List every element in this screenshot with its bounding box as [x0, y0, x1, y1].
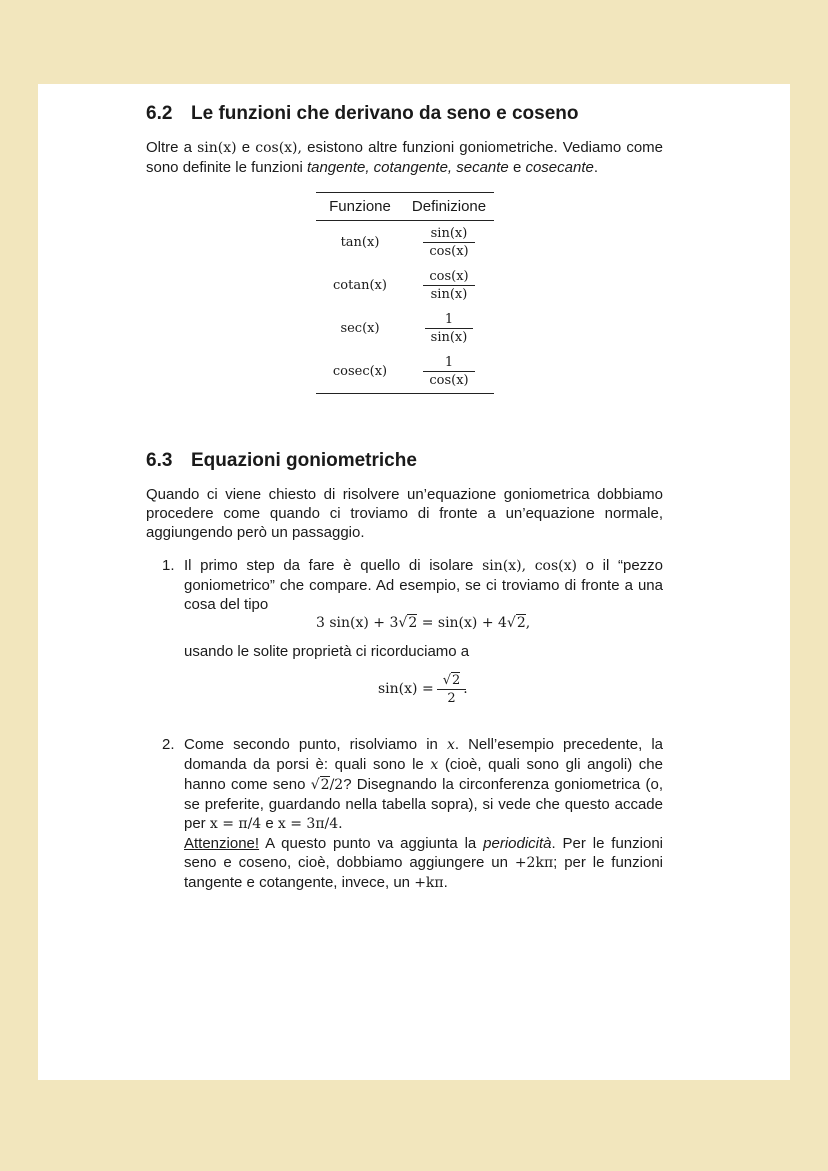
function-cell: tan(x) — [340, 235, 380, 250]
sqrt-radicand: 2 — [408, 615, 418, 631]
math-period: +2kπ — [514, 855, 554, 871]
section-6-2-intro — [146, 138, 663, 177]
section-number: 6.3 — [146, 450, 173, 471]
function-cell: cotan(x) — [333, 278, 387, 293]
math-cos: cos(x), — [255, 140, 302, 156]
table-row — [316, 264, 494, 307]
section-title: Equazioni goniometriche — [191, 450, 417, 471]
intro-emph: tangente, cotangente, secante — [306, 159, 509, 176]
math-sqrt2-over-2: √2/2 — [310, 777, 344, 793]
math-sin: sin(x) — [197, 140, 237, 156]
math-var: x — [430, 757, 439, 773]
section-6-3-intro: Quando ci viene chiesto di risolvere un’equazione goniometrica dobbiamo procedere come quando ci troviamo di fronte a un’equazione normale, aggiungendo però un passaggio. — [146, 486, 663, 541]
denominator: 2 — [437, 689, 467, 707]
step-text: ? Disegnando la circonferenza goniometrica (o, se preferite, guardando nella tabella sopra), si vede che questo accade per — [184, 776, 663, 832]
step-2-text — [184, 735, 663, 893]
step-text: Il primo step da fare è quello di isolare — [184, 557, 474, 574]
eq-fraction — [440, 672, 464, 707]
numerator: 1 — [444, 355, 454, 370]
denominator: sin(x) — [425, 328, 474, 346]
eq-part: = sin(x) + 4 — [417, 615, 507, 631]
section-title: Le funzioni che derivano da seno e coseno — [191, 103, 579, 124]
step-text: . Per le funzioni seno e coseno, cioè, dobbiamo aggiungere un — [184, 835, 663, 871]
math-period: +kπ — [414, 875, 444, 891]
sqrt-radicand: 2 — [516, 615, 526, 631]
sqrt-radicand: 2 — [451, 673, 461, 688]
functions-table — [316, 192, 494, 394]
intro-emph: cosecante — [525, 159, 594, 176]
numerator: cos(x) — [429, 269, 469, 284]
equation-2 — [378, 672, 468, 707]
step-1-text — [184, 556, 663, 614]
sqrt-radicand: 2 — [320, 777, 330, 793]
section-6-3-heading — [146, 449, 417, 473]
intro-text: e — [512, 159, 522, 176]
definition-fraction — [426, 225, 471, 260]
function-cell: cosec(x) — [332, 364, 388, 379]
section-number: 6.2 — [146, 103, 173, 124]
list-number: 1. — [162, 557, 175, 574]
function-cell: sec(x) — [340, 321, 380, 336]
intro-text: Oltre a — [146, 139, 192, 156]
table-row — [316, 307, 494, 350]
step-text: A questo punto va aggiunta la — [265, 835, 477, 852]
math-solution: x = 3π/4. — [277, 816, 343, 832]
eq-part: sin(x) = — [378, 681, 434, 697]
numerator: √2 — [442, 673, 461, 688]
step-text: o il “pezzo goniometrico” che compare. Ad esempio, se ci troviamo di fronte a una cosa del tipo — [184, 557, 664, 613]
step-text: . — [443, 874, 448, 891]
numerator: 1 — [444, 312, 454, 327]
attention-label: Attenzione! — [184, 835, 260, 852]
step-text: . Nell’esempio precedente, la domanda da porsi è: quali sono le — [184, 736, 663, 773]
math-cos: cos(x) — [534, 558, 577, 574]
equation-1: 3 sin(x) + 3√2 = sin(x) + 4√2, — [316, 615, 531, 631]
denominator: cos(x) — [423, 371, 474, 389]
header-funzione: Funzione — [329, 198, 391, 215]
table-header — [316, 193, 494, 221]
intro-text: esistono altre funzioni goniometriche. Vediamo come sono definite le funzioni — [146, 139, 663, 176]
document-page — [38, 84, 790, 1080]
intro-text: . — [593, 159, 599, 176]
definition-fraction — [426, 354, 471, 389]
step-text: Come secondo punto, risolviamo in — [184, 736, 438, 753]
definition-fraction — [428, 311, 471, 346]
table-row — [316, 221, 494, 264]
section-6-2-heading — [146, 102, 578, 126]
math-sin: sin(x), — [482, 558, 527, 574]
eq-part: , — [525, 615, 531, 631]
math-solution: x = π/4 — [209, 816, 262, 832]
denominator: cos(x) — [423, 242, 474, 260]
intro-text: e — [241, 139, 251, 156]
step-text: ; per le funzioni tangente e cotangente, invece, un — [184, 854, 663, 891]
step-text: e — [265, 815, 274, 832]
eq-part: . — [463, 681, 468, 697]
math-part: /2 — [329, 777, 344, 793]
list-number: 2. — [162, 736, 175, 753]
table-row — [316, 350, 494, 393]
eq-part: 3 sin(x) + 3 — [316, 615, 399, 631]
emph-periodicity: periodicità — [483, 835, 552, 852]
header-definizione: Definizione — [411, 198, 487, 215]
math-var: x — [446, 737, 455, 753]
numerator: sin(x) — [430, 226, 468, 241]
denominator: sin(x) — [423, 285, 474, 303]
step-text: (cioè, quali sono gli angoli) che hanno come seno — [184, 756, 663, 793]
definition-fraction — [426, 268, 471, 303]
step-1-text-c: usando le solite proprietà ci ricorduciamo a — [184, 643, 470, 660]
